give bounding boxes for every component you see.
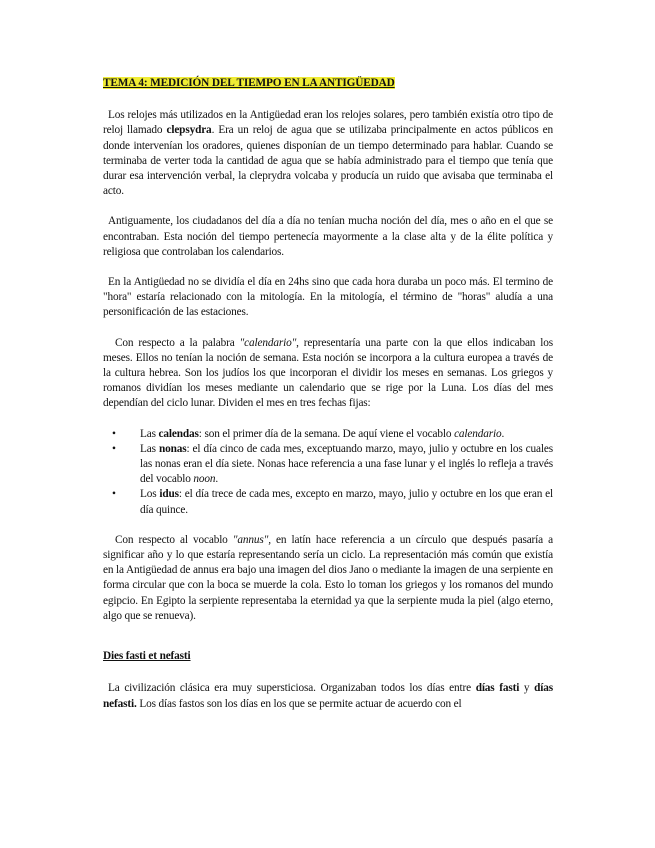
list-item: • Las nonas: el día cinco de cada mes, exceptuando marzo, mayo, julio y octubre en los cuales las nonas eran el día siete. Nonas hace referencia a una fase lunar y el inglés lo refleja a través del vocablo noon.: [112, 442, 553, 486]
list-item: • Los idus: el día trece de cada mes, excepto en marzo, mayo, julio y octubre en los que eran el día quince.: [112, 488, 554, 516]
paragraph-horas: En la Antigüedad no se dividía el día en 24hs sino que cada hora duraba un poco más. El termino de "hora" estaría relacionado con la mitología. En la mitología, el término de "horas" aludía a una personificación de las estaciones.: [103, 276, 553, 319]
section-heading: Dies fasti et nefasti: [103, 650, 191, 663]
bullet-icon: •: [112, 488, 116, 501]
document-body: [103, 76, 553, 727]
paragraph-nocion-tiempo: Antiguamente, los ciudadanos del día a día no tenían mucha noción del día, mes o año en el que se encontraban. Esta noción del tiempo pertenecía mayormente a la clase alta y de la élite política y religiosa que controlaban los calendarios.: [103, 215, 553, 258]
page-title: TEMA 4: MEDICIÓN DEL TIEMPO EN LA ANTIGÜEDAD: [103, 77, 395, 89]
paragraph-clepsydra: Los relojes más utilizados en la Antigüedad eran los relojes solares, pero también existía otro tipo de reloj llamado clepsydra. Era un reloj de agua que se utilizaba principalmente en actos públicos en donde intervenían los oradores, quienes disponían de un tiempo determinado para hablar. Cuando se terminaba de verter toda la cantidad de agua que se había administrado para el tiempo que tenía que durar esa intervención verbal, la cleprydra volcaba y producía un ruido que avisaba que terminaba el acto.: [103, 109, 554, 198]
paragraph-annus: Con respecto al vocablo "annus", en latín hace referencia a un círculo que después pasaría a significar año y lo que estaría representando sería un ciclo. La representación más común que existía en la Antigüedad de annus era bajo una imagen del dios Jano o mediante la imagen de una serpiente en forma circular que con la boca se muerde la cola. Esto lo toman los griegos y los romanos del mundo egipcio. En Egipto la serpiente representaba la eternidad ya que la serpiente muda la piel (algo eterno, algo que se renueva).: [103, 533, 553, 622]
bullet-icon: •: [112, 427, 116, 440]
bullet-icon: •: [112, 442, 116, 455]
fechas-fijas-list: [103, 427, 553, 518]
list-item: • Las calendas: son el primer día de la semana. De aquí viene el vocablo calendario.: [103, 427, 553, 442]
paragraph-calendario: Con respecto a la palabra "calendario", representaría una parte con la que ellos indicaban los meses. Ellos no tenían la noción de semana. Esta noción se incorpora a la cultura europea a través de la cultura hebrea. Son los judíos los que incorporan el dividir los meses en semanas. Los griegos y romanos dividían los meses mediante un calendario que se rige por la Luna. Los días del mes dependían del ciclo lunar. Dividen el mes en tres fechas fijas:: [103, 336, 553, 410]
paragraph-dias-fasti: La civilización clásica era muy supersticiosa. Organizaban todos los días entre días fasti y días nefasti. Los días fastos son los días en los que se permite actuar de acuerdo con el: [103, 682, 553, 710]
